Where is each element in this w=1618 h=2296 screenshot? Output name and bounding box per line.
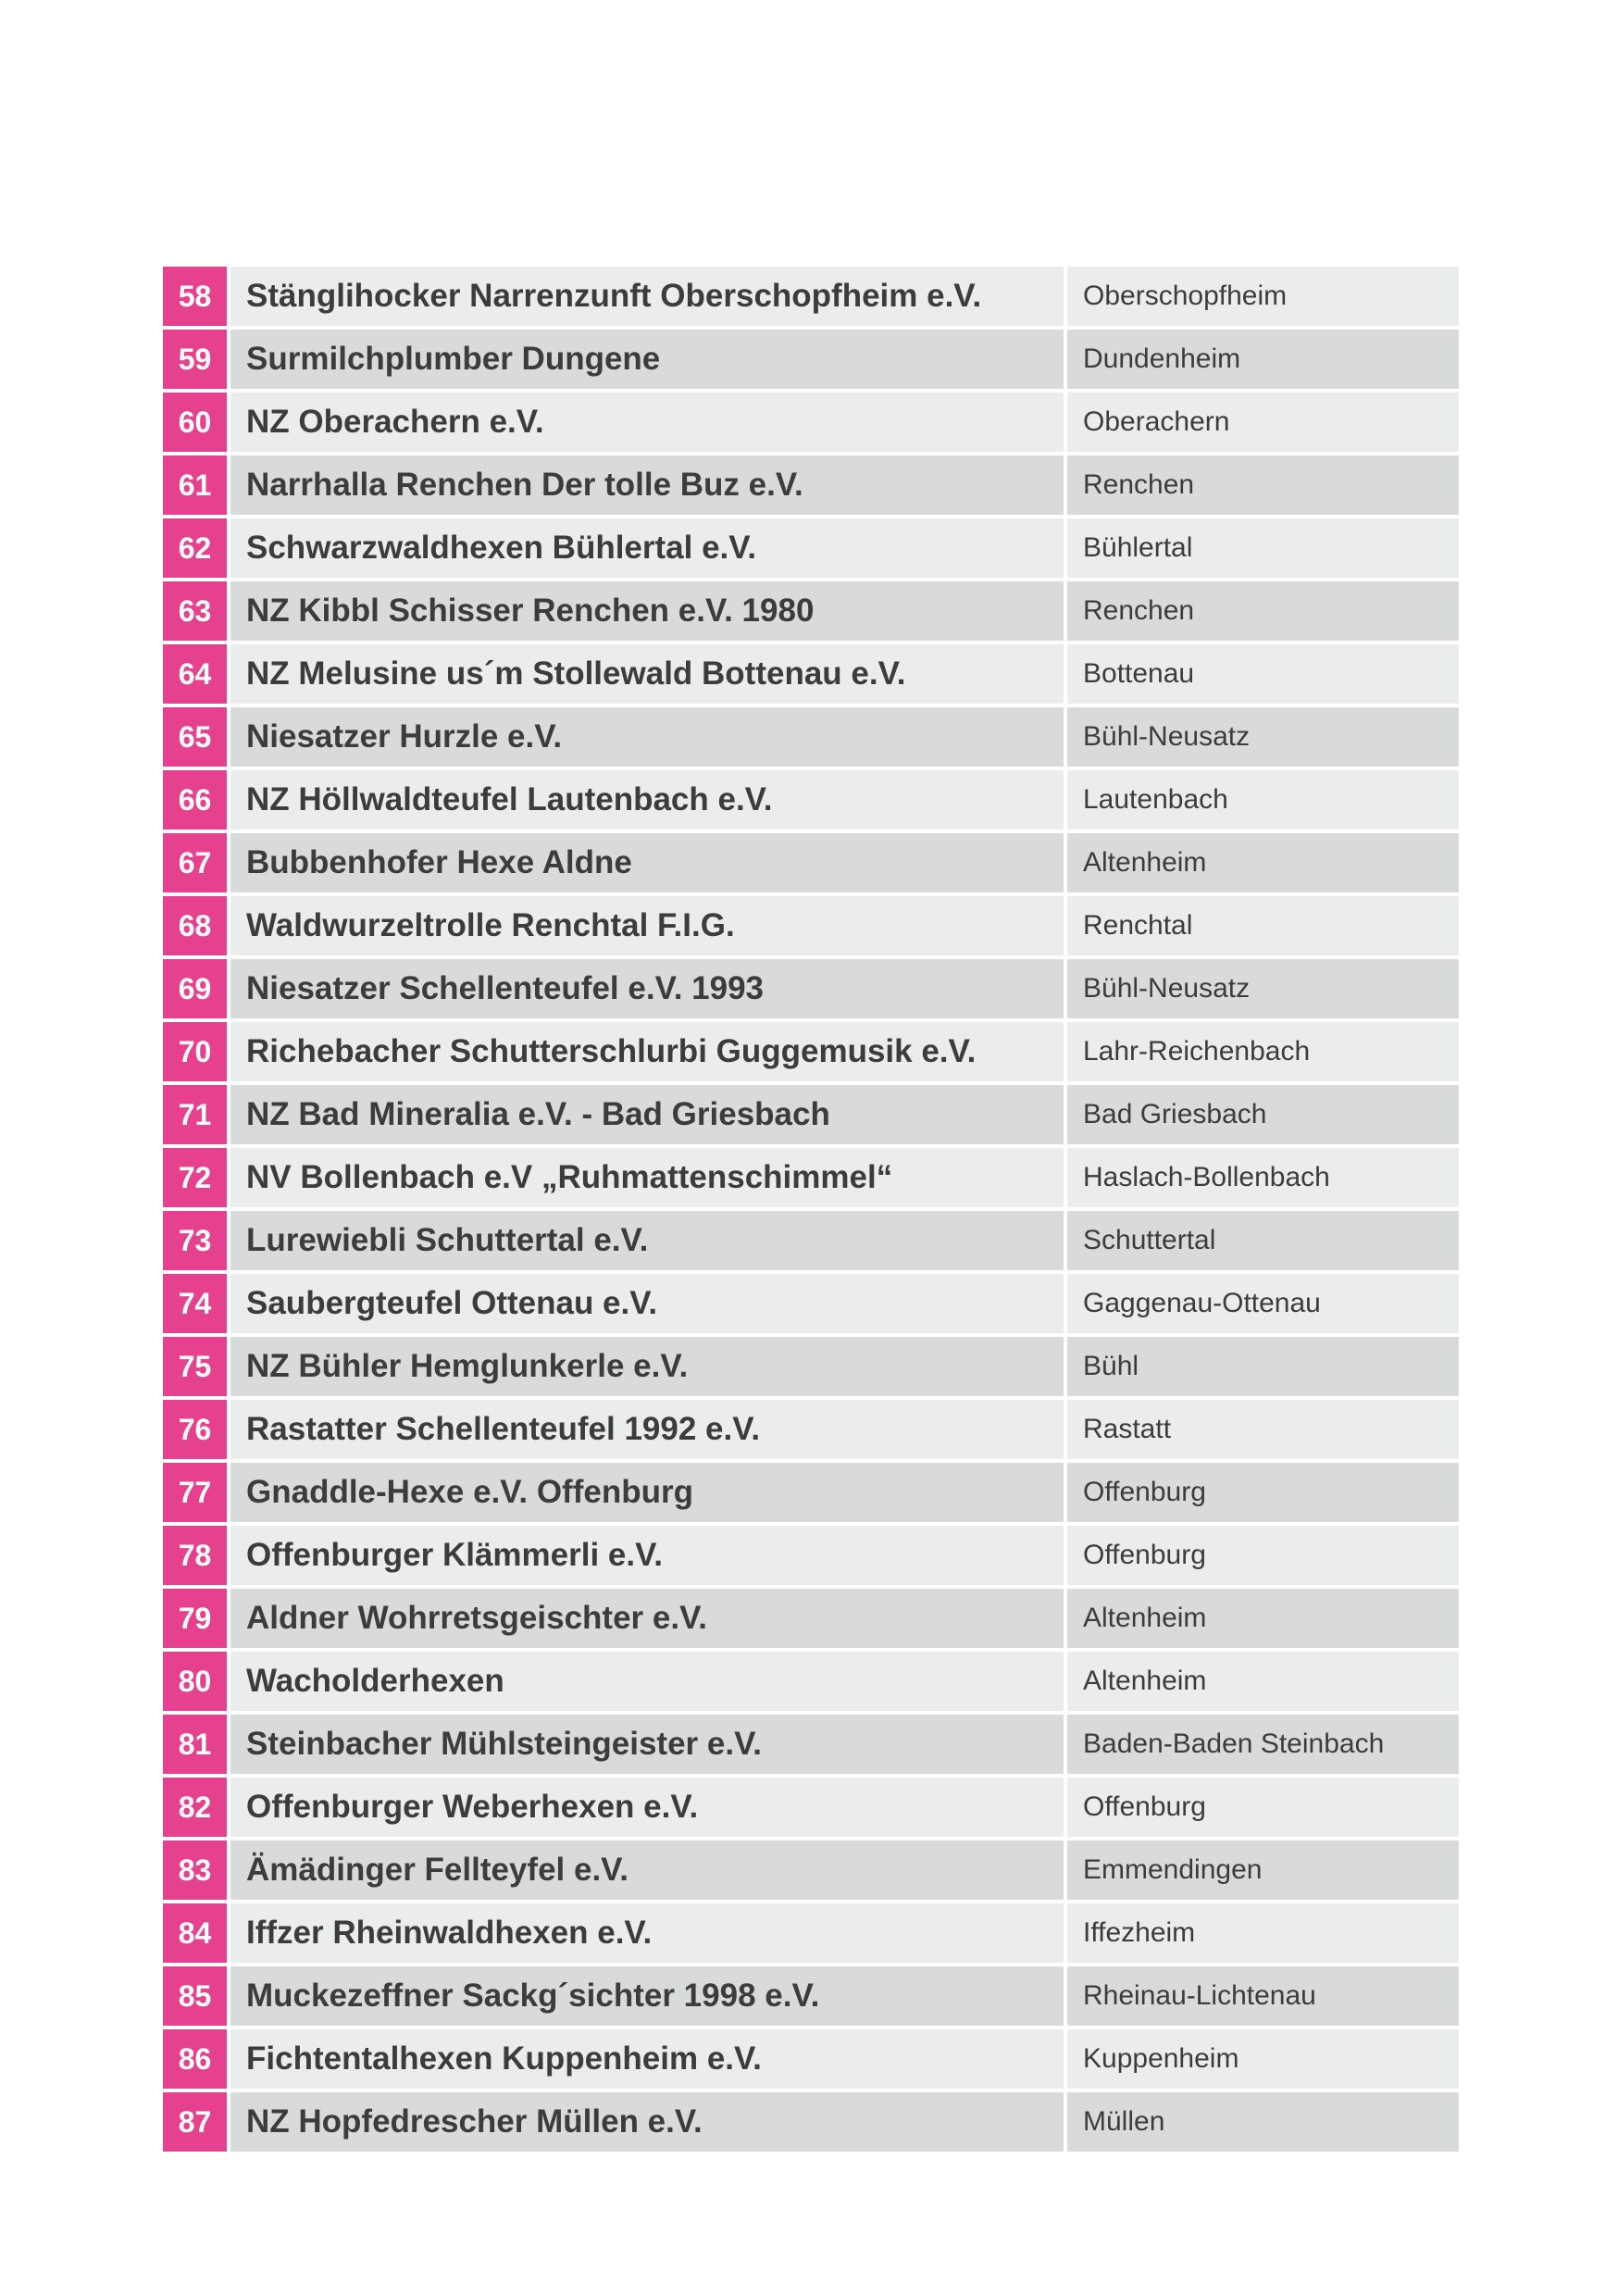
list-item <box>163 393 1459 452</box>
club-name: Iffzer Rheinwaldhexen e.V. <box>230 1903 1064 1963</box>
club-location: Renchen <box>1067 455 1459 515</box>
entry-number-badge: 84 <box>163 1903 227 1963</box>
club-name: Stänglihocker Narrenzunft Oberschopfheim e.V. <box>230 267 1064 326</box>
club-location: Bühl-Neusatz <box>1067 959 1459 1018</box>
entry-number-badge: 65 <box>163 707 227 767</box>
entry-number-badge: 64 <box>163 644 227 704</box>
club-location: Lahr-Reichenbach <box>1067 1022 1459 1081</box>
club-location: Bühl <box>1067 1337 1459 1396</box>
list-item <box>163 707 1459 767</box>
club-name: Narrhalla Renchen Der tolle Buz e.V. <box>230 455 1064 515</box>
entry-number-badge: 74 <box>163 1274 227 1333</box>
club-name: Muckezeffner Sackg´sichter 1998 e.V. <box>230 1966 1064 2026</box>
list-item <box>163 330 1459 389</box>
list-item <box>163 1337 1459 1396</box>
entry-number-badge: 77 <box>163 1463 227 1522</box>
entry-number-badge: 73 <box>163 1211 227 1270</box>
club-location: Altenheim <box>1067 1652 1459 1711</box>
entry-number-badge: 60 <box>163 393 227 452</box>
list-item <box>163 2029 1459 2089</box>
entry-number-badge: 83 <box>163 1841 227 1900</box>
entry-number-badge: 71 <box>163 1085 227 1144</box>
club-location: Altenheim <box>1067 1589 1459 1648</box>
club-name: Steinbacher Mühlsteingeister e.V. <box>230 1715 1064 1774</box>
entry-number-badge: 66 <box>163 770 227 830</box>
club-name: Surmilchplumber Dungene <box>230 330 1064 389</box>
club-location: Haslach-Bollenbach <box>1067 1148 1459 1207</box>
club-location: Gaggenau-Ottenau <box>1067 1274 1459 1333</box>
entry-number-badge: 70 <box>163 1022 227 1081</box>
entry-number-badge: 58 <box>163 267 227 326</box>
club-name: Niesatzer Schellenteufel e.V. 1993 <box>230 959 1064 1018</box>
club-name: Niesatzer Hurzle e.V. <box>230 707 1064 767</box>
club-name: Offenburger Weberhexen e.V. <box>230 1778 1064 1837</box>
entry-number-badge: 86 <box>163 2029 227 2089</box>
club-name: Richebacher Schutterschlurbi Guggemusik e.V. <box>230 1022 1064 1081</box>
list-item <box>163 833 1459 892</box>
club-name: NZ Höllwaldteufel Lautenbach e.V. <box>230 770 1064 830</box>
club-location: Lautenbach <box>1067 770 1459 830</box>
club-name: Wacholderhexen <box>230 1652 1064 1711</box>
entry-number-badge: 59 <box>163 330 227 389</box>
list-item <box>163 1022 1459 1081</box>
list-item <box>163 1526 1459 1585</box>
club-location: Renchtal <box>1067 896 1459 955</box>
club-name: Fichtentalhexen Kuppenheim e.V. <box>230 2029 1064 2089</box>
entry-number-badge: 80 <box>163 1652 227 1711</box>
club-location: Bottenau <box>1067 644 1459 704</box>
club-name: NZ Oberachern e.V. <box>230 393 1064 452</box>
club-name: Aldner Wohrretsgeischter e.V. <box>230 1589 1064 1648</box>
list-item <box>163 2092 1459 2152</box>
entry-number-badge: 67 <box>163 833 227 892</box>
list-item <box>163 1400 1459 1459</box>
list-item <box>163 1903 1459 1963</box>
club-location: Oberschopfheim <box>1067 267 1459 326</box>
club-location: Offenburg <box>1067 1526 1459 1585</box>
club-location: Bad Griesbach <box>1067 1085 1459 1144</box>
list-item <box>163 267 1459 326</box>
club-location: Offenburg <box>1067 1778 1459 1837</box>
entry-number-badge: 63 <box>163 581 227 641</box>
list-item <box>163 1274 1459 1333</box>
entry-number-badge: 82 <box>163 1778 227 1837</box>
club-name: NZ Kibbl Schisser Renchen e.V. 1980 <box>230 581 1064 641</box>
list-item <box>163 1085 1459 1144</box>
club-name: Schwarzwaldhexen Bühlertal e.V. <box>230 518 1064 578</box>
list-item <box>163 1715 1459 1774</box>
list-item <box>163 1211 1459 1270</box>
list-item <box>163 959 1459 1018</box>
list-item <box>163 1652 1459 1711</box>
club-name: Saubergteufel Ottenau e.V. <box>230 1274 1064 1333</box>
list-item <box>163 1148 1459 1207</box>
club-location: Offenburg <box>1067 1463 1459 1522</box>
entry-number-badge: 78 <box>163 1526 227 1585</box>
list-item <box>163 1463 1459 1522</box>
club-name: Bubbenhofer Hexe Aldne <box>230 833 1064 892</box>
club-location: Schuttertal <box>1067 1211 1459 1270</box>
club-location: Bühl-Neusatz <box>1067 707 1459 767</box>
list-item <box>163 896 1459 955</box>
club-location: Bühlertal <box>1067 518 1459 578</box>
club-location: Müllen <box>1067 2092 1459 2152</box>
club-location: Renchen <box>1067 581 1459 641</box>
list-item <box>163 1589 1459 1648</box>
entry-number-badge: 79 <box>163 1589 227 1648</box>
club-location: Kuppenheim <box>1067 2029 1459 2089</box>
list-item <box>163 1966 1459 2026</box>
club-location: Rheinau-Lichtenau <box>1067 1966 1459 2026</box>
club-name: NV Bollenbach e.V „Ruhmattenschimmel“ <box>230 1148 1064 1207</box>
club-name: Ämädinger Fellteyfel e.V. <box>230 1841 1064 1900</box>
list-item <box>163 1841 1459 1900</box>
club-location: Rastatt <box>1067 1400 1459 1459</box>
entry-number-badge: 61 <box>163 455 227 515</box>
club-location: Iffezheim <box>1067 1903 1459 1963</box>
club-name: NZ Melusine us´m Stollewald Bottenau e.V. <box>230 644 1064 704</box>
list-item <box>163 455 1459 515</box>
list-item <box>163 644 1459 704</box>
entry-number-badge: 72 <box>163 1148 227 1207</box>
club-name: NZ Bühler Hemglunkerle e.V. <box>230 1337 1064 1396</box>
club-location: Emmendingen <box>1067 1841 1459 1900</box>
club-name: Offenburger Klämmerli e.V. <box>230 1526 1064 1585</box>
entry-number-badge: 69 <box>163 959 227 1018</box>
entry-number-badge: 62 <box>163 518 227 578</box>
list-item <box>163 1778 1459 1837</box>
list-item <box>163 518 1459 578</box>
club-list <box>163 267 1459 2155</box>
entry-number-badge: 75 <box>163 1337 227 1396</box>
list-item <box>163 770 1459 830</box>
entry-number-badge: 68 <box>163 896 227 955</box>
entry-number-badge: 81 <box>163 1715 227 1774</box>
club-location: Oberachern <box>1067 393 1459 452</box>
club-name: NZ Bad Mineralia e.V. - Bad Griesbach <box>230 1085 1064 1144</box>
entry-number-badge: 87 <box>163 2092 227 2152</box>
club-name: Waldwurzeltrolle Renchtal F.I.G. <box>230 896 1064 955</box>
club-name: Lurewiebli Schuttertal e.V. <box>230 1211 1064 1270</box>
club-name: Gnaddle-Hexe e.V. Offenburg <box>230 1463 1064 1522</box>
club-location: Altenheim <box>1067 833 1459 892</box>
list-item <box>163 581 1459 641</box>
club-name: Rastatter Schellenteufel 1992 e.V. <box>230 1400 1064 1459</box>
club-location: Dundenheim <box>1067 330 1459 389</box>
club-name: NZ Hopfedrescher Müllen e.V. <box>230 2092 1064 2152</box>
entry-number-badge: 85 <box>163 1966 227 2026</box>
club-location: Baden-Baden Steinbach <box>1067 1715 1459 1774</box>
entry-number-badge: 76 <box>163 1400 227 1459</box>
